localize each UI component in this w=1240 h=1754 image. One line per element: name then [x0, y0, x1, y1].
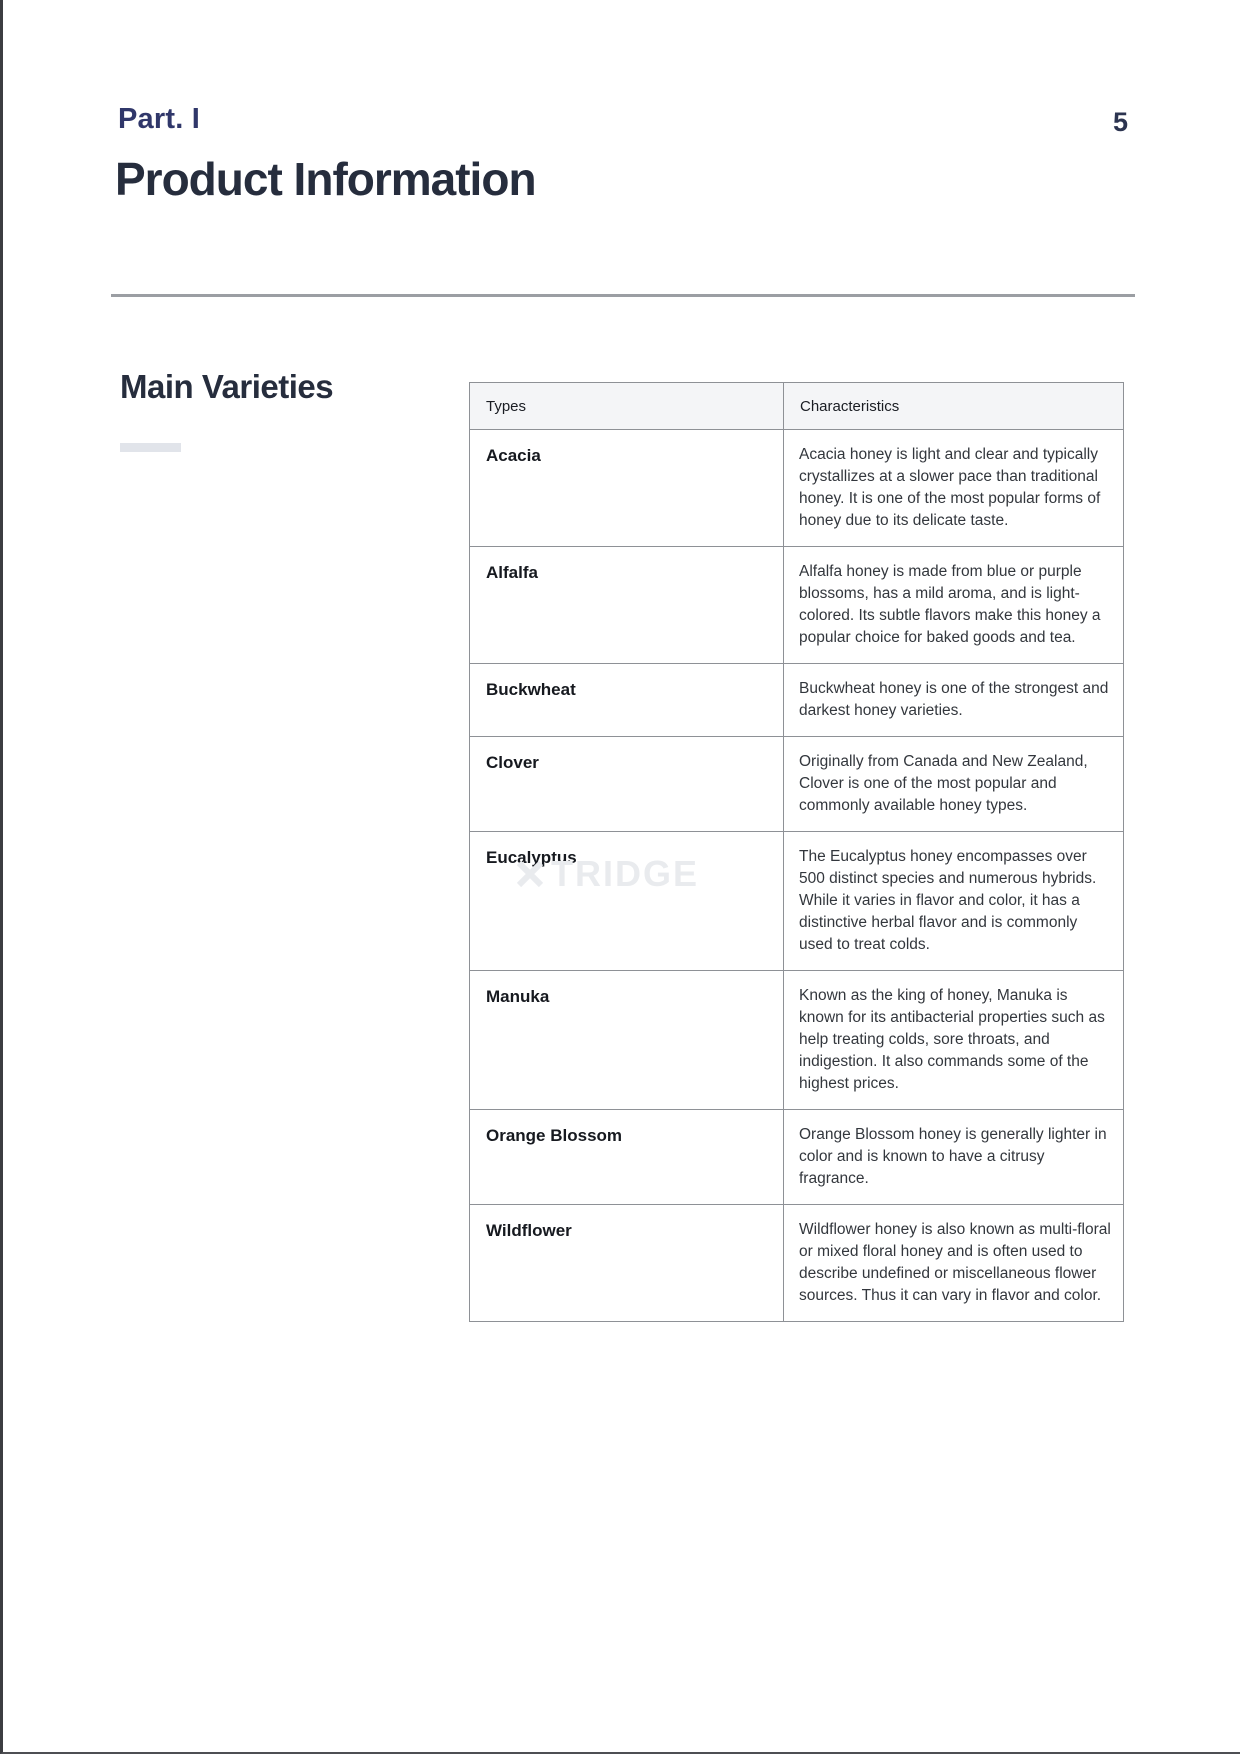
- variety-characteristics: Alfalfa honey is made from blue or purple blossoms, has a mild aroma, and is light-colored. Its subtle flavors make this honey a popular choice for baked goods and tea.: [784, 547, 1124, 664]
- table-row: [470, 1110, 1124, 1205]
- part-label: Part. I: [118, 103, 200, 135]
- variety-type: Clover: [470, 737, 784, 832]
- variety-type: Acacia: [470, 430, 784, 547]
- variety-characteristics: Acacia honey is light and clear and typically crystallizes at a slower pace than traditional honey. It is one of the most popular forms of honey due to its delicate taste.: [784, 430, 1124, 547]
- page-number: 5: [1112, 107, 1128, 137]
- variety-type: Alfalfa: [470, 547, 784, 664]
- table-row: [470, 664, 1124, 737]
- title-divider: [111, 294, 1135, 297]
- variety-characteristics: The Eucalyptus honey encompasses over 500 distinct species and numerous hybrids. While it varies in flavor and color, it has a distinctive herbal flavor and is commonly used to treat colds.: [784, 832, 1124, 971]
- page-title: Product Information: [115, 153, 536, 205]
- table-row: [470, 547, 1124, 664]
- watermark-text: TRIDGE: [551, 853, 700, 894]
- tridge-watermark: [515, 853, 699, 895]
- heading-accent-bar: [120, 443, 181, 452]
- variety-characteristics: Buckwheat honey is one of the strongest and darkest honey varieties.: [784, 664, 1124, 737]
- variety-characteristics: Known as the king of honey, Manuka is known for its antibacterial properties such as help treating colds, sore throats, and indigestion. It also commands some of the highest prices.: [784, 971, 1124, 1110]
- table-row: [470, 737, 1124, 832]
- varieties-table: [469, 382, 1124, 1322]
- variety-type: Manuka: [470, 971, 784, 1110]
- variety-type: Eucalyptus: [470, 832, 784, 971]
- variety-characteristics: Orange Blossom honey is generally lighter in color and is known to have a citrusy fragrance.: [784, 1110, 1124, 1205]
- variety-type: Buckwheat: [470, 664, 784, 737]
- tridge-x-icon: [515, 859, 545, 889]
- variety-characteristics: Wildflower honey is also known as multi-floral or mixed floral honey and is often used to describe undefined or miscellaneous flower sources. Thus it can vary in flavor and color.: [784, 1205, 1124, 1322]
- table-row: [470, 971, 1124, 1110]
- table-row: [470, 1205, 1124, 1322]
- table-row: [470, 430, 1124, 547]
- variety-characteristics: Originally from Canada and New Zealand, Clover is one of the most popular and commonly available honey types.: [784, 737, 1124, 832]
- variety-type: Orange Blossom: [470, 1110, 784, 1205]
- variety-type: Wildflower: [470, 1205, 784, 1322]
- column-header-types: Types: [470, 383, 784, 430]
- column-header-characteristics: Characteristics: [784, 383, 1124, 430]
- section-heading: Main Varieties: [120, 368, 334, 405]
- table-header-row: [470, 383, 1124, 430]
